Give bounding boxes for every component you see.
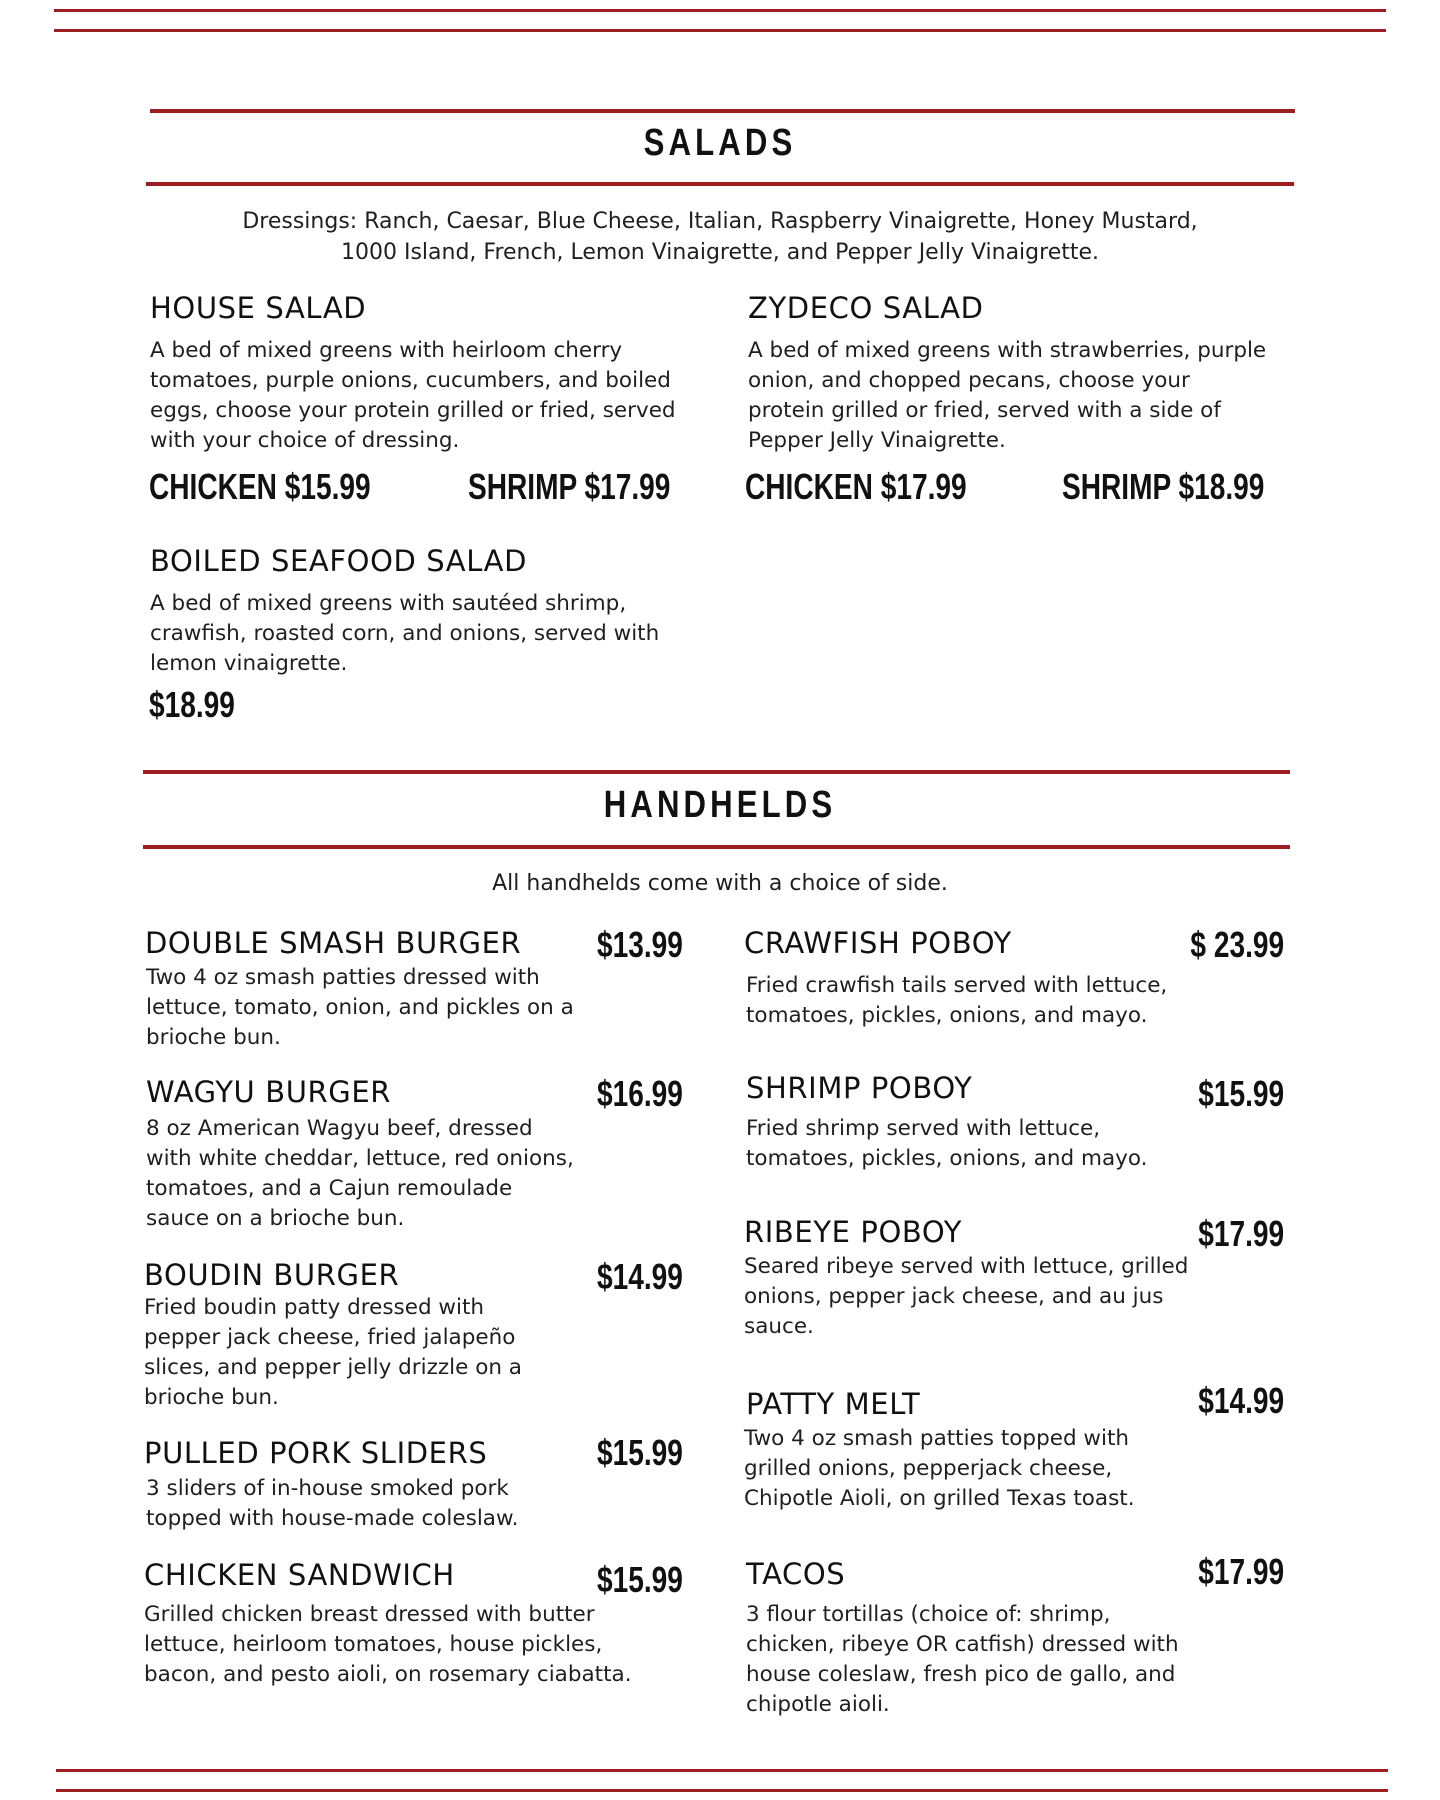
crawfish-poboy-description: Fried crawfish tails served with lettuce, tomatoes, pickles, onions, and mayo.	[746, 973, 1168, 1028]
patty-melt-price: $14.99	[1198, 1380, 1284, 1421]
ribeye-poboy-description: Seared ribeye served with lettuce, grilled onions, pepper jack cheese, and au jus sauce.	[744, 1254, 1189, 1339]
chicken-sandwich-name: CHICKEN SANDWICH	[144, 1558, 455, 1592]
salads-section-title: SALADS	[643, 122, 797, 164]
top-rule-1	[54, 9, 1386, 12]
boiled-seafood-salad-name: BOILED SEAFOOD SALAD	[150, 544, 528, 578]
top-rule-2	[54, 29, 1386, 32]
salads-rule-bottom	[146, 182, 1294, 186]
handhelds-note: All handhelds come with a choice of side.	[492, 871, 948, 896]
ribeye-poboy-price: $17.99	[1198, 1213, 1284, 1254]
patty-melt-description: Two 4 oz smash patties topped with grilled onions, pepperjack cheese, Chipotle Aioli, on grilled Texas toast.	[744, 1426, 1135, 1511]
boudin-burger-name: BOUDIN BURGER	[144, 1258, 400, 1292]
house-salad-price-chicken: CHICKEN $15.99	[149, 466, 371, 507]
handhelds-section-title: HANDHELDS	[603, 784, 837, 826]
house-salad-price-shrimp: SHRIMP $17.99	[468, 466, 671, 507]
zydeco-salad-name: ZYDECO SALAD	[748, 291, 984, 325]
tacos-price: $17.99	[1198, 1551, 1284, 1592]
tacos-description: 3 flour tortillas (choice of: shrimp, chicken, ribeye OR catfish) dressed with house coleslaw, fresh pico de gallo, and chipotle aioli.	[746, 1602, 1179, 1717]
pulled-pork-sliders-name: PULLED PORK SLIDERS	[144, 1436, 488, 1470]
house-salad-description: A bed of mixed greens with heirloom cherry tomatoes, purple onions, cucumbers, and boiled eggs, choose your protein grilled or fried, served with your choice of dressing.	[150, 338, 676, 453]
crawfish-poboy-price: $ 23.99	[1190, 924, 1284, 965]
dressings-note: Dressings: Ranch, Caesar, Blue Cheese, Italian, Raspberry Vinaigrette, Honey Mustard, 1000 Island, French, Lemon Vinaigrette, and Pepper Jelly Vinaigrette.	[242, 209, 1198, 265]
ribeye-poboy-name: RIBEYE POBOY	[744, 1215, 963, 1249]
double-smash-burger-price: $13.99	[597, 924, 683, 965]
house-salad-name: HOUSE SALAD	[150, 291, 367, 325]
boiled-seafood-salad-description: A bed of mixed greens with sautéed shrimp, crawfish, roasted corn, and onions, served with lemon vinaigrette.	[150, 591, 660, 676]
boudin-burger-description: Fried boudin patty dressed with pepper jack cheese, fried jalapeño slices, and pepper jelly drizzle on a brioche bun.	[144, 1295, 522, 1410]
chicken-sandwich-description: Grilled chicken breast dressed with butter lettuce, heirloom tomatoes, house pickles, bacon, and pesto aioli, on rosemary ciabatta.	[144, 1602, 632, 1687]
tacos-name: TACOS	[746, 1557, 846, 1591]
wagyu-burger-price: $16.99	[597, 1073, 683, 1114]
zydeco-salad-price-shrimp: SHRIMP $18.99	[1062, 466, 1265, 507]
zydeco-salad-description: A bed of mixed greens with strawberries, purple onion, and chopped pecans, choose your protein grilled or fried, served with a side of Pepper Jelly Vinaigrette.	[748, 338, 1267, 453]
zydeco-salad-price-chicken: CHICKEN $17.99	[745, 466, 967, 507]
handhelds-rule-top	[143, 770, 1290, 774]
bottom-rule-1	[56, 1769, 1388, 1772]
crawfish-poboy-name: CRAWFISH POBOY	[744, 926, 1012, 960]
chicken-sandwich-price: $15.99	[597, 1559, 683, 1600]
wagyu-burger-name: WAGYU BURGER	[146, 1075, 392, 1109]
boudin-burger-price: $14.99	[597, 1256, 683, 1297]
boiled-seafood-salad-price: $18.99	[149, 684, 235, 725]
double-smash-burger-name: DOUBLE SMASH BURGER	[145, 926, 522, 960]
shrimp-poboy-description: Fried shrimp served with lettuce, tomatoes, pickles, onions, and mayo.	[746, 1116, 1148, 1171]
double-smash-burger-description: Two 4 oz smash patties dressed with lettuce, tomato, onion, and pickles on a brioche bun.	[146, 965, 574, 1050]
pulled-pork-sliders-description: 3 sliders of in-house smoked pork topped with house-made coleslaw.	[146, 1476, 519, 1531]
pulled-pork-sliders-price: $15.99	[597, 1432, 683, 1473]
shrimp-poboy-price: $15.99	[1198, 1073, 1284, 1114]
shrimp-poboy-name: SHRIMP POBOY	[746, 1071, 973, 1105]
patty-melt-name: PATTY MELT	[746, 1387, 921, 1421]
handhelds-rule-bottom	[143, 845, 1290, 849]
salads-rule-top	[150, 109, 1295, 113]
bottom-rule-2	[56, 1789, 1388, 1792]
wagyu-burger-description: 8 oz American Wagyu beef, dressed with white cheddar, lettuce, red onions, tomatoes, and a Cajun remoulade sauce on a brioche bun.	[146, 1116, 574, 1231]
